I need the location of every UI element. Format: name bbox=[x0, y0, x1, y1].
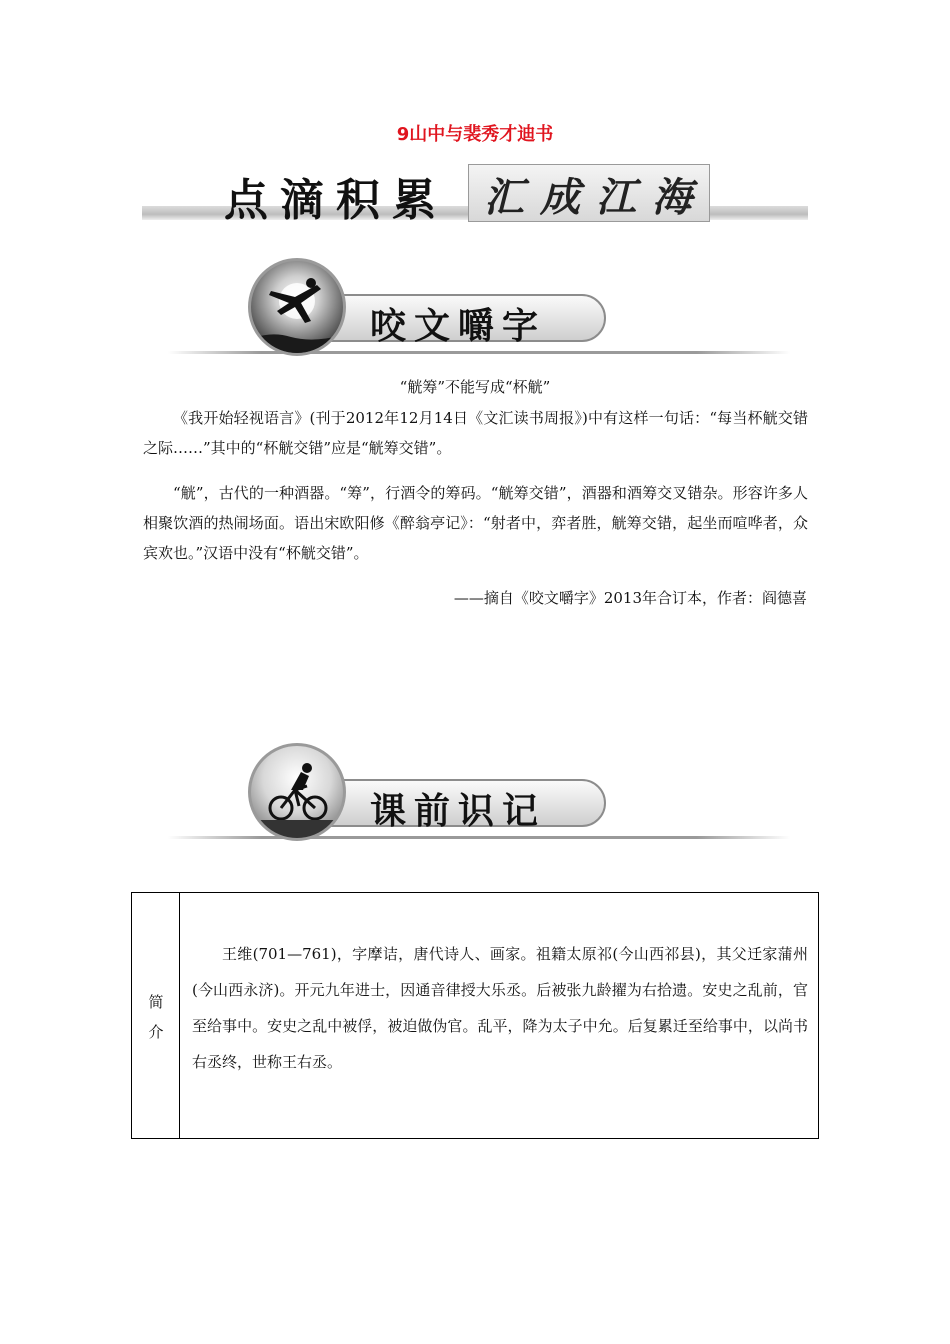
intro-table bbox=[131, 892, 819, 1139]
intro-label-char: 简 bbox=[148, 993, 164, 1011]
section-label: 咬文嚼字 bbox=[370, 306, 547, 347]
article-heading: “觥筹”不能写成“杯觥” bbox=[399, 378, 551, 396]
cyclist-icon bbox=[248, 743, 346, 841]
intro-content: 王维(701—761)，字摩诘，唐代诗人、画家。祖籍太原祁(今山西祁县)，其父迁家蒲州(今山西永济)。开元九年进士，因通音律授大乐丞。后被张九龄擢为右拾遗。安史之乱前，官至给事中。安史之乱中被俘，被迫做伪官。乱平，降为太子中允。后复累迁至给事中，以尚书右丞终，世称王右丞。 bbox=[192, 945, 808, 1071]
intro-label-cell bbox=[132, 893, 180, 1138]
article-paragraph: 《我开始轻视语言》(刊于2012年12月14日《文汇读书周报》)中有这样一句话：“每当杯觥交错之际……”其中的“杯觥交错”应是“觥筹交错”。 bbox=[143, 409, 808, 457]
section-header-keqianshiji bbox=[160, 735, 790, 845]
article-attribution: ——摘自《咬文嚼字》2013年合订本，作者：阎德喜 bbox=[453, 589, 807, 607]
leaping-person-icon bbox=[248, 258, 346, 356]
article-paragraph: “觥”，古代的一种酒器。“筹”，行酒令的筹码。“觥筹交错”，酒器和酒筹交叉错杂。形容许多人相聚饮酒的热闹场面。语出宋欧阳修《醉翁亭记》：“射者中，弈者胜，觥筹交错，起坐而喧哗者，众宾欢也。”汉语中没有“杯觥交错”。 bbox=[143, 484, 808, 562]
intro-label-char: 介 bbox=[148, 1023, 164, 1041]
banner-right-text: 汇成江海 bbox=[484, 174, 708, 221]
banner-header bbox=[142, 158, 808, 224]
section-header-yaowenjiaozi bbox=[160, 250, 790, 360]
document-title: 9山中与裴秀才迪书 bbox=[396, 124, 554, 145]
banner-left-text: 点滴积累 bbox=[224, 175, 448, 226]
section-label: 课前识记 bbox=[370, 791, 547, 832]
